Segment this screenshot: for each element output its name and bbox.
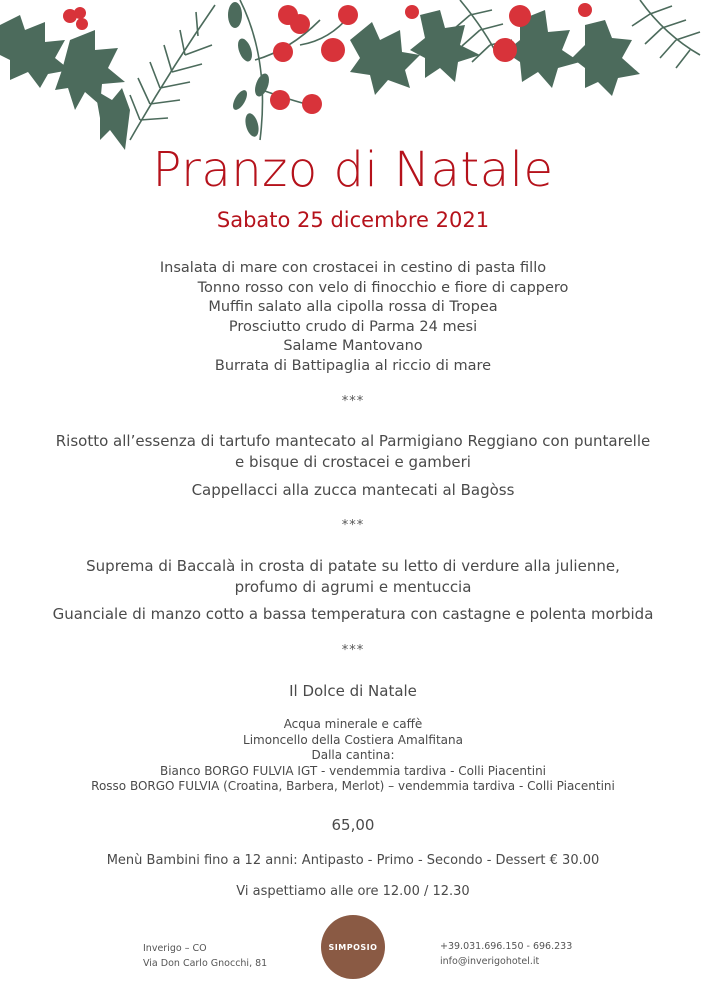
holly-leaf-icon <box>410 10 480 82</box>
berry-icon <box>321 38 345 62</box>
primi-section <box>0 431 706 473</box>
leaf-icon <box>235 37 254 64</box>
leaf-icon <box>230 88 250 112</box>
secondo-item: Suprema di Baccalà in crosta di patate su letto di verdure alla julienne, <box>86 557 620 575</box>
drink-item: Acqua minerale e caffè <box>283 717 423 731</box>
holly-leaf-icon <box>350 22 420 95</box>
berry-icon <box>76 18 88 30</box>
invitation-section <box>0 882 706 902</box>
page-title: Pranzo di Natale <box>152 142 554 198</box>
phone-number: +39.031.696.150 - 696.233 <box>440 941 573 952</box>
separator: *** <box>341 394 365 409</box>
berry-icon <box>493 38 517 62</box>
invitation-text: Vi aspettiamo alle ore 12.00 / 12.30 <box>236 884 470 899</box>
event-date: Sabato 25 dicembre 2021 <box>216 208 490 232</box>
berry-icon <box>290 14 310 34</box>
footer-address <box>143 941 267 971</box>
logo-text: SIMPOSIO <box>328 942 378 952</box>
separator: *** <box>341 518 365 533</box>
dessert-item: Il Dolce di Natale <box>289 682 417 700</box>
holly-leaf-icon <box>572 20 640 96</box>
primo-item-continued: e bisque di crostacei e gamberi <box>235 453 471 471</box>
berry-icon <box>509 5 531 27</box>
drink-item: Rosso BORGO FULVIA (Croatina, Barbera, Merlot) – vendemmia tardiva - Colli Piacentini <box>91 779 615 793</box>
holly-leaf-icon <box>0 15 70 88</box>
drink-item: Dalla cantina: <box>311 748 395 762</box>
antipasto-item: Prosciutto crudo di Parma 24 mesi <box>228 318 478 335</box>
holly-leaf-icon <box>95 88 130 150</box>
primo-item: Cappellacci alla zucca mantecati al Bagòss <box>191 481 515 499</box>
berry-icon <box>74 7 86 19</box>
antipasto-item: Muffin salato alla cipolla rossa di Tropea <box>208 299 498 315</box>
primo-item: Risotto all’essenza di tartufo mantecato al Parmigiano Reggiano con puntarelle <box>55 432 651 450</box>
kids-menu-section <box>0 851 706 871</box>
holly-decoration <box>0 0 706 160</box>
berry-icon <box>270 90 290 110</box>
leaf-icon <box>228 2 242 28</box>
secondi-section <box>0 556 706 598</box>
antipasto-item: Salame Mantovano <box>283 338 423 354</box>
berry-icon <box>273 42 293 62</box>
drink-item: Limoncello della Costiera Amalfitana <box>243 732 463 747</box>
address-street: Via Don Carlo Gnocchi, 81 <box>143 958 268 969</box>
kids-menu: Menù Bambini fino a 12 anni: Antipasto - Primo - Secondo - Dessert € 30.00 <box>106 853 600 868</box>
antipasto-item: Burrata di Battipaglia al riccio di mare <box>214 357 492 374</box>
drinks-section <box>0 717 706 795</box>
email-address: info@inverigohotel.it <box>440 956 540 967</box>
secondo-item-continued: profumo di agrumi e mentuccia <box>234 578 472 596</box>
drink-item: Bianco BORGO FULVIA IGT - vendemmia tardiva - Colli Piacentini <box>159 763 547 778</box>
secondi-section-2 <box>0 604 706 625</box>
menu-price: 65,00 <box>331 816 375 834</box>
antipasto-item: Insalata di mare con crostacei in cestino di pasta fillo <box>159 260 547 276</box>
antipasto-item: Tonno rosso con velo di finocchio e fiore di cappero <box>197 279 569 296</box>
berry-icon <box>405 5 419 19</box>
secondo-item: Guanciale di manzo cotto a bassa temperatura con castagne e polenta morbida <box>52 605 654 623</box>
price-section <box>0 815 706 836</box>
antipasti-section <box>0 259 706 376</box>
leaf-icon <box>243 112 261 138</box>
primi-section-2 <box>0 480 706 501</box>
berry-icon <box>338 5 358 25</box>
berry-icon <box>302 94 322 114</box>
separator: *** <box>341 643 365 658</box>
simposio-logo <box>321 915 385 979</box>
berry-icon <box>578 3 592 17</box>
dolce-section <box>0 681 706 702</box>
footer-contacts <box>440 939 572 969</box>
address-city: Inverigo – CO <box>143 943 207 954</box>
